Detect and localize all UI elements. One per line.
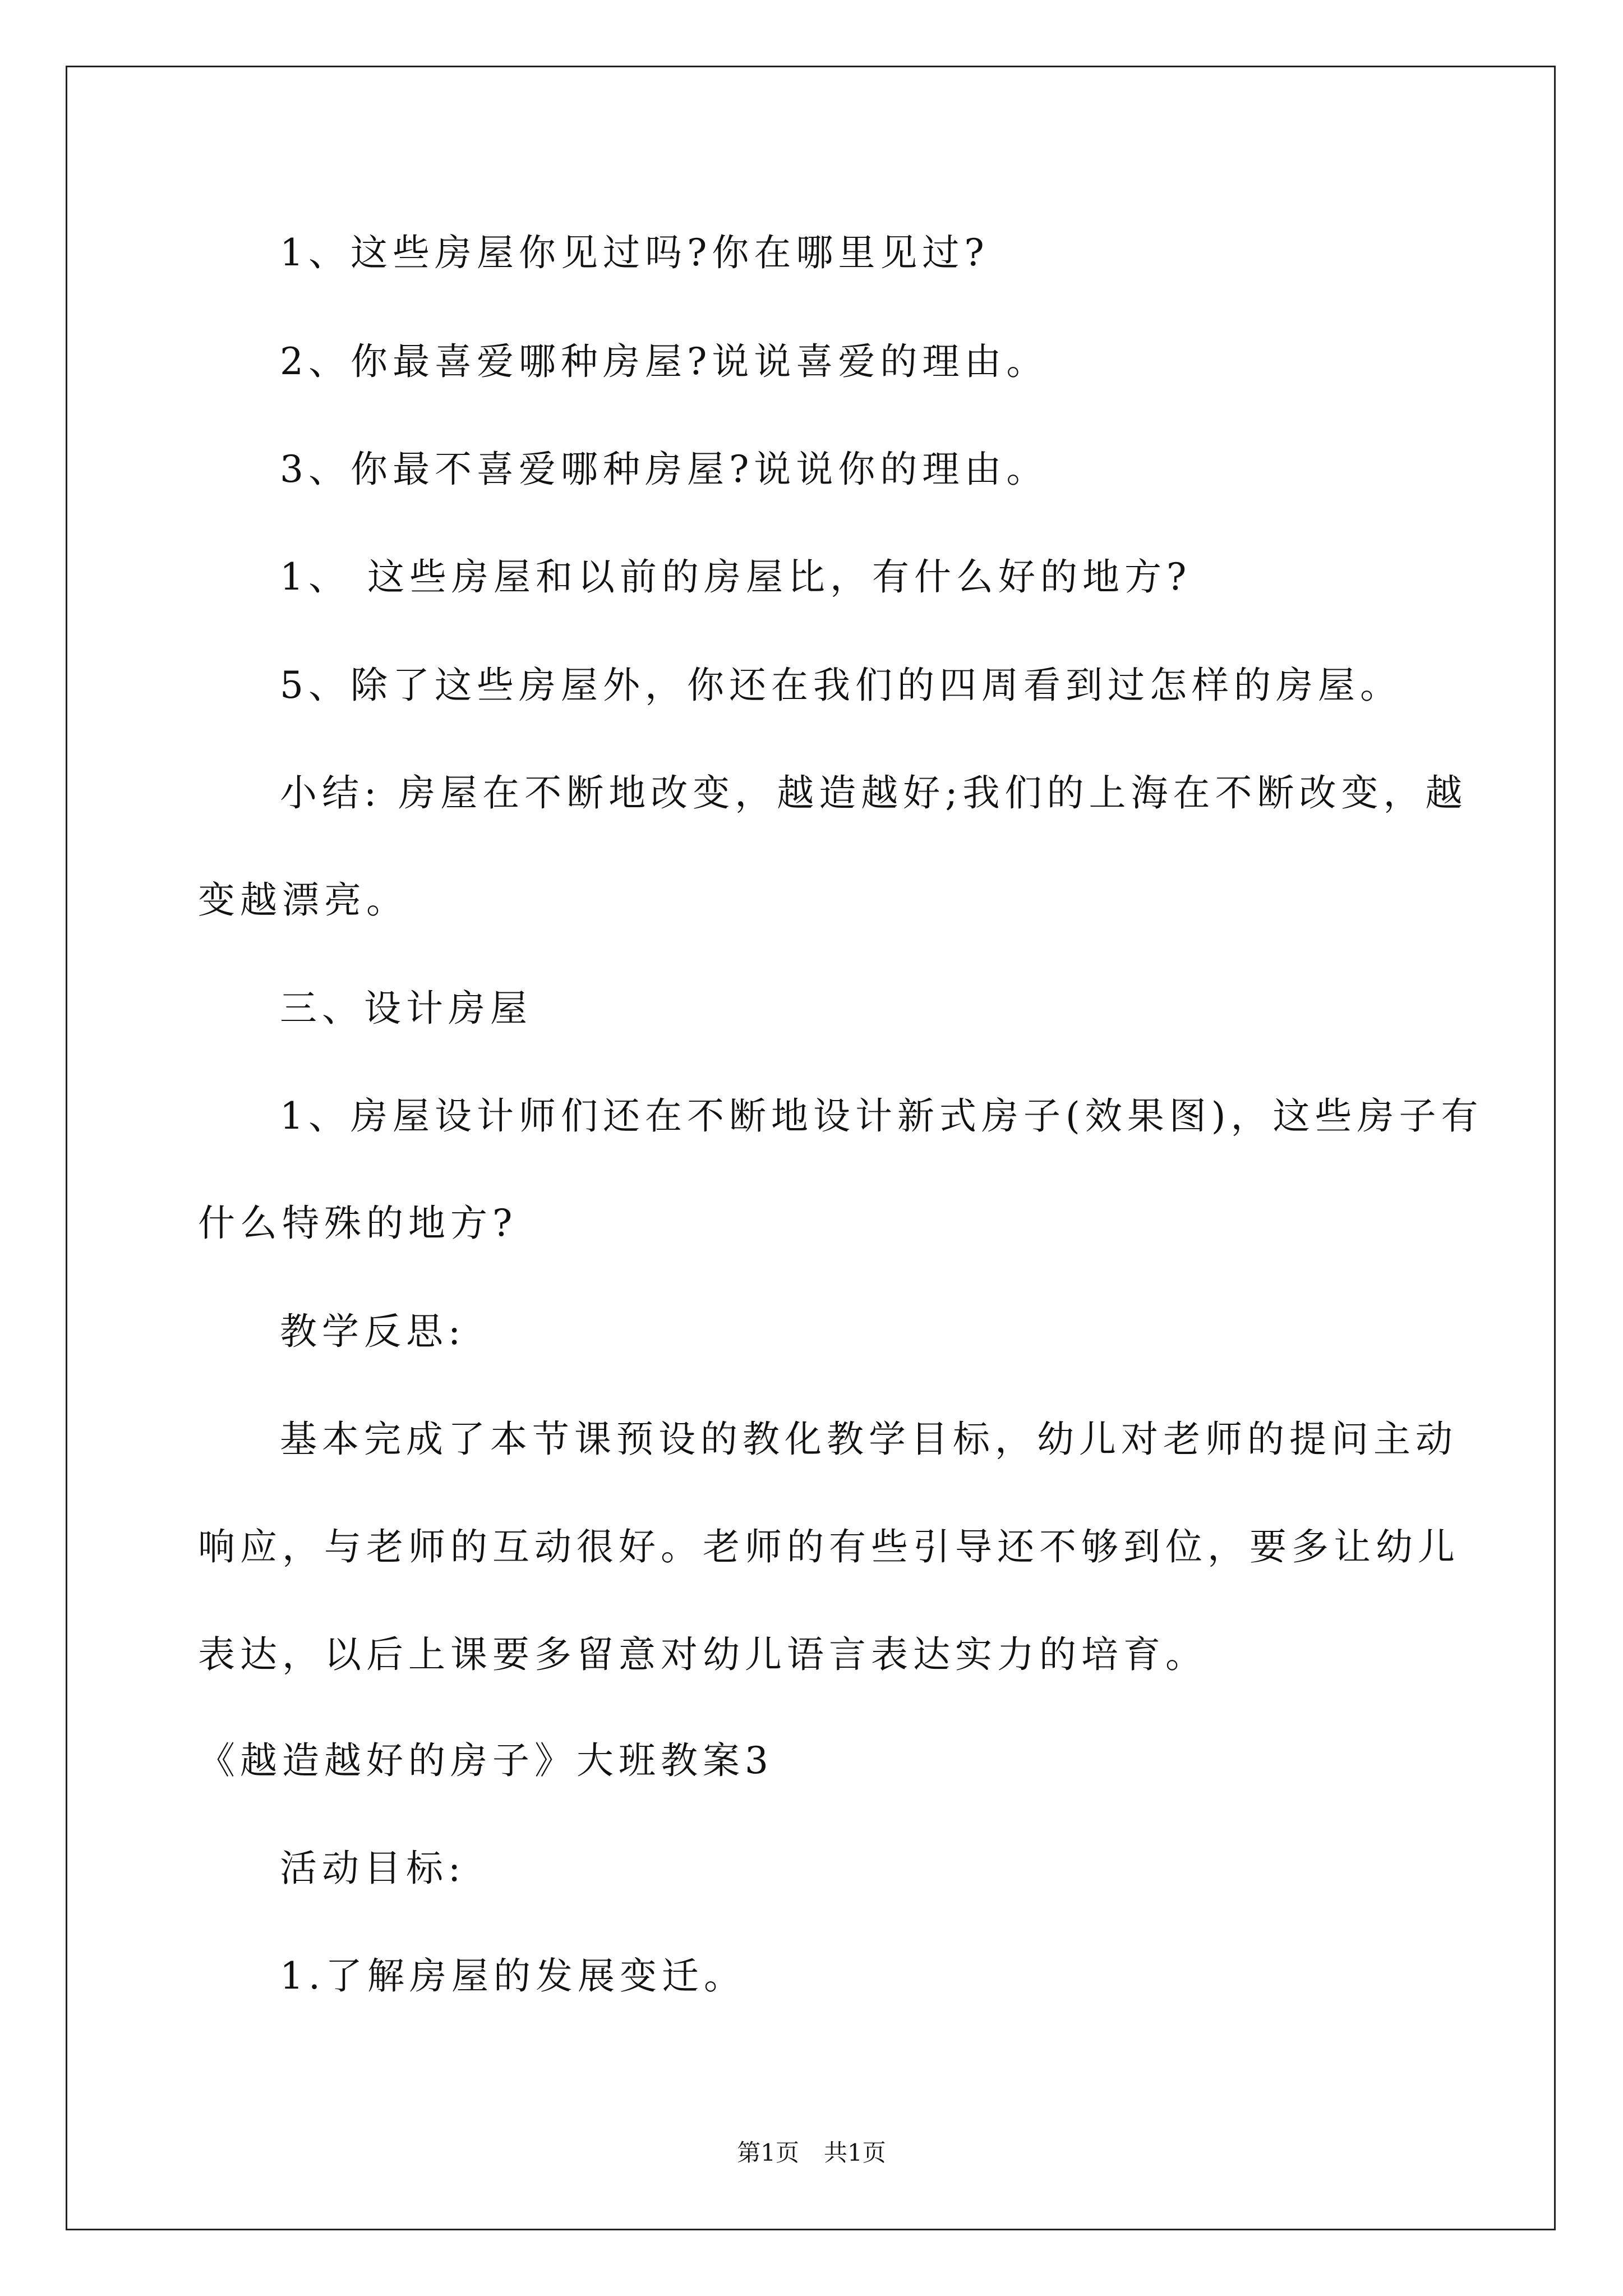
heading-reflection: 教学反思:: [280, 1310, 466, 1353]
page-number: 第1页: [737, 2139, 799, 2166]
section-heading-design: 三、设计房屋: [280, 987, 532, 1030]
page-border: [66, 66, 1556, 2230]
paragraph-reflection-line-3: 表达，以后上课要多留意对幼儿语言表达实力的培育。: [198, 1633, 1207, 1676]
heading-activity-goals: 活动目标:: [280, 1847, 466, 1890]
section-title-lesson-3: 《越造越好的房子》大班教案3: [198, 1739, 773, 1782]
paragraph-summary: 小结: 房屋在不断地改变，越造越好;我们的上海在不断改变，越: [280, 771, 1468, 815]
paragraph-design-1-continued: 什么特殊的地方?: [198, 1202, 518, 1245]
paragraph-reflection: 基本完成了本节课预设的教化教学目标，幼儿对老师的提问主动: [280, 1418, 1458, 1461]
paragraph-reflection-line-2: 响应，与老师的互动很好。老师的有些引导还不够到位，要多让幼儿: [198, 1525, 1460, 1568]
paragraph-question-4: 1、 这些房屋和以前的房屋比，有什么好的地方?: [280, 555, 1192, 599]
paragraph-design-1: 1、房屋设计师们还在不断地设计新式房子(效果图)，这些房子有: [280, 1094, 1483, 1138]
paragraph-question-5: 5、除了这些房屋外，你还在我们的四周看到过怎样的房屋。: [280, 664, 1402, 707]
paragraph-question-3: 3、你最不喜爱哪种房屋?说说你的理由。: [280, 448, 1049, 491]
paragraph-question-1: 1、这些房屋你见过吗?你在哪里见过?: [280, 231, 989, 274]
paragraph-summary-continued: 变越漂亮。: [198, 878, 408, 922]
page-footer: [0, 2134, 1623, 2168]
page-total: 共1页: [824, 2139, 886, 2166]
paragraph-goal-1: 1.了解房屋的发展变迁。: [280, 1954, 746, 1998]
paragraph-question-2: 2、你最喜爱哪种房屋?说说喜爱的理由。: [280, 340, 1049, 383]
